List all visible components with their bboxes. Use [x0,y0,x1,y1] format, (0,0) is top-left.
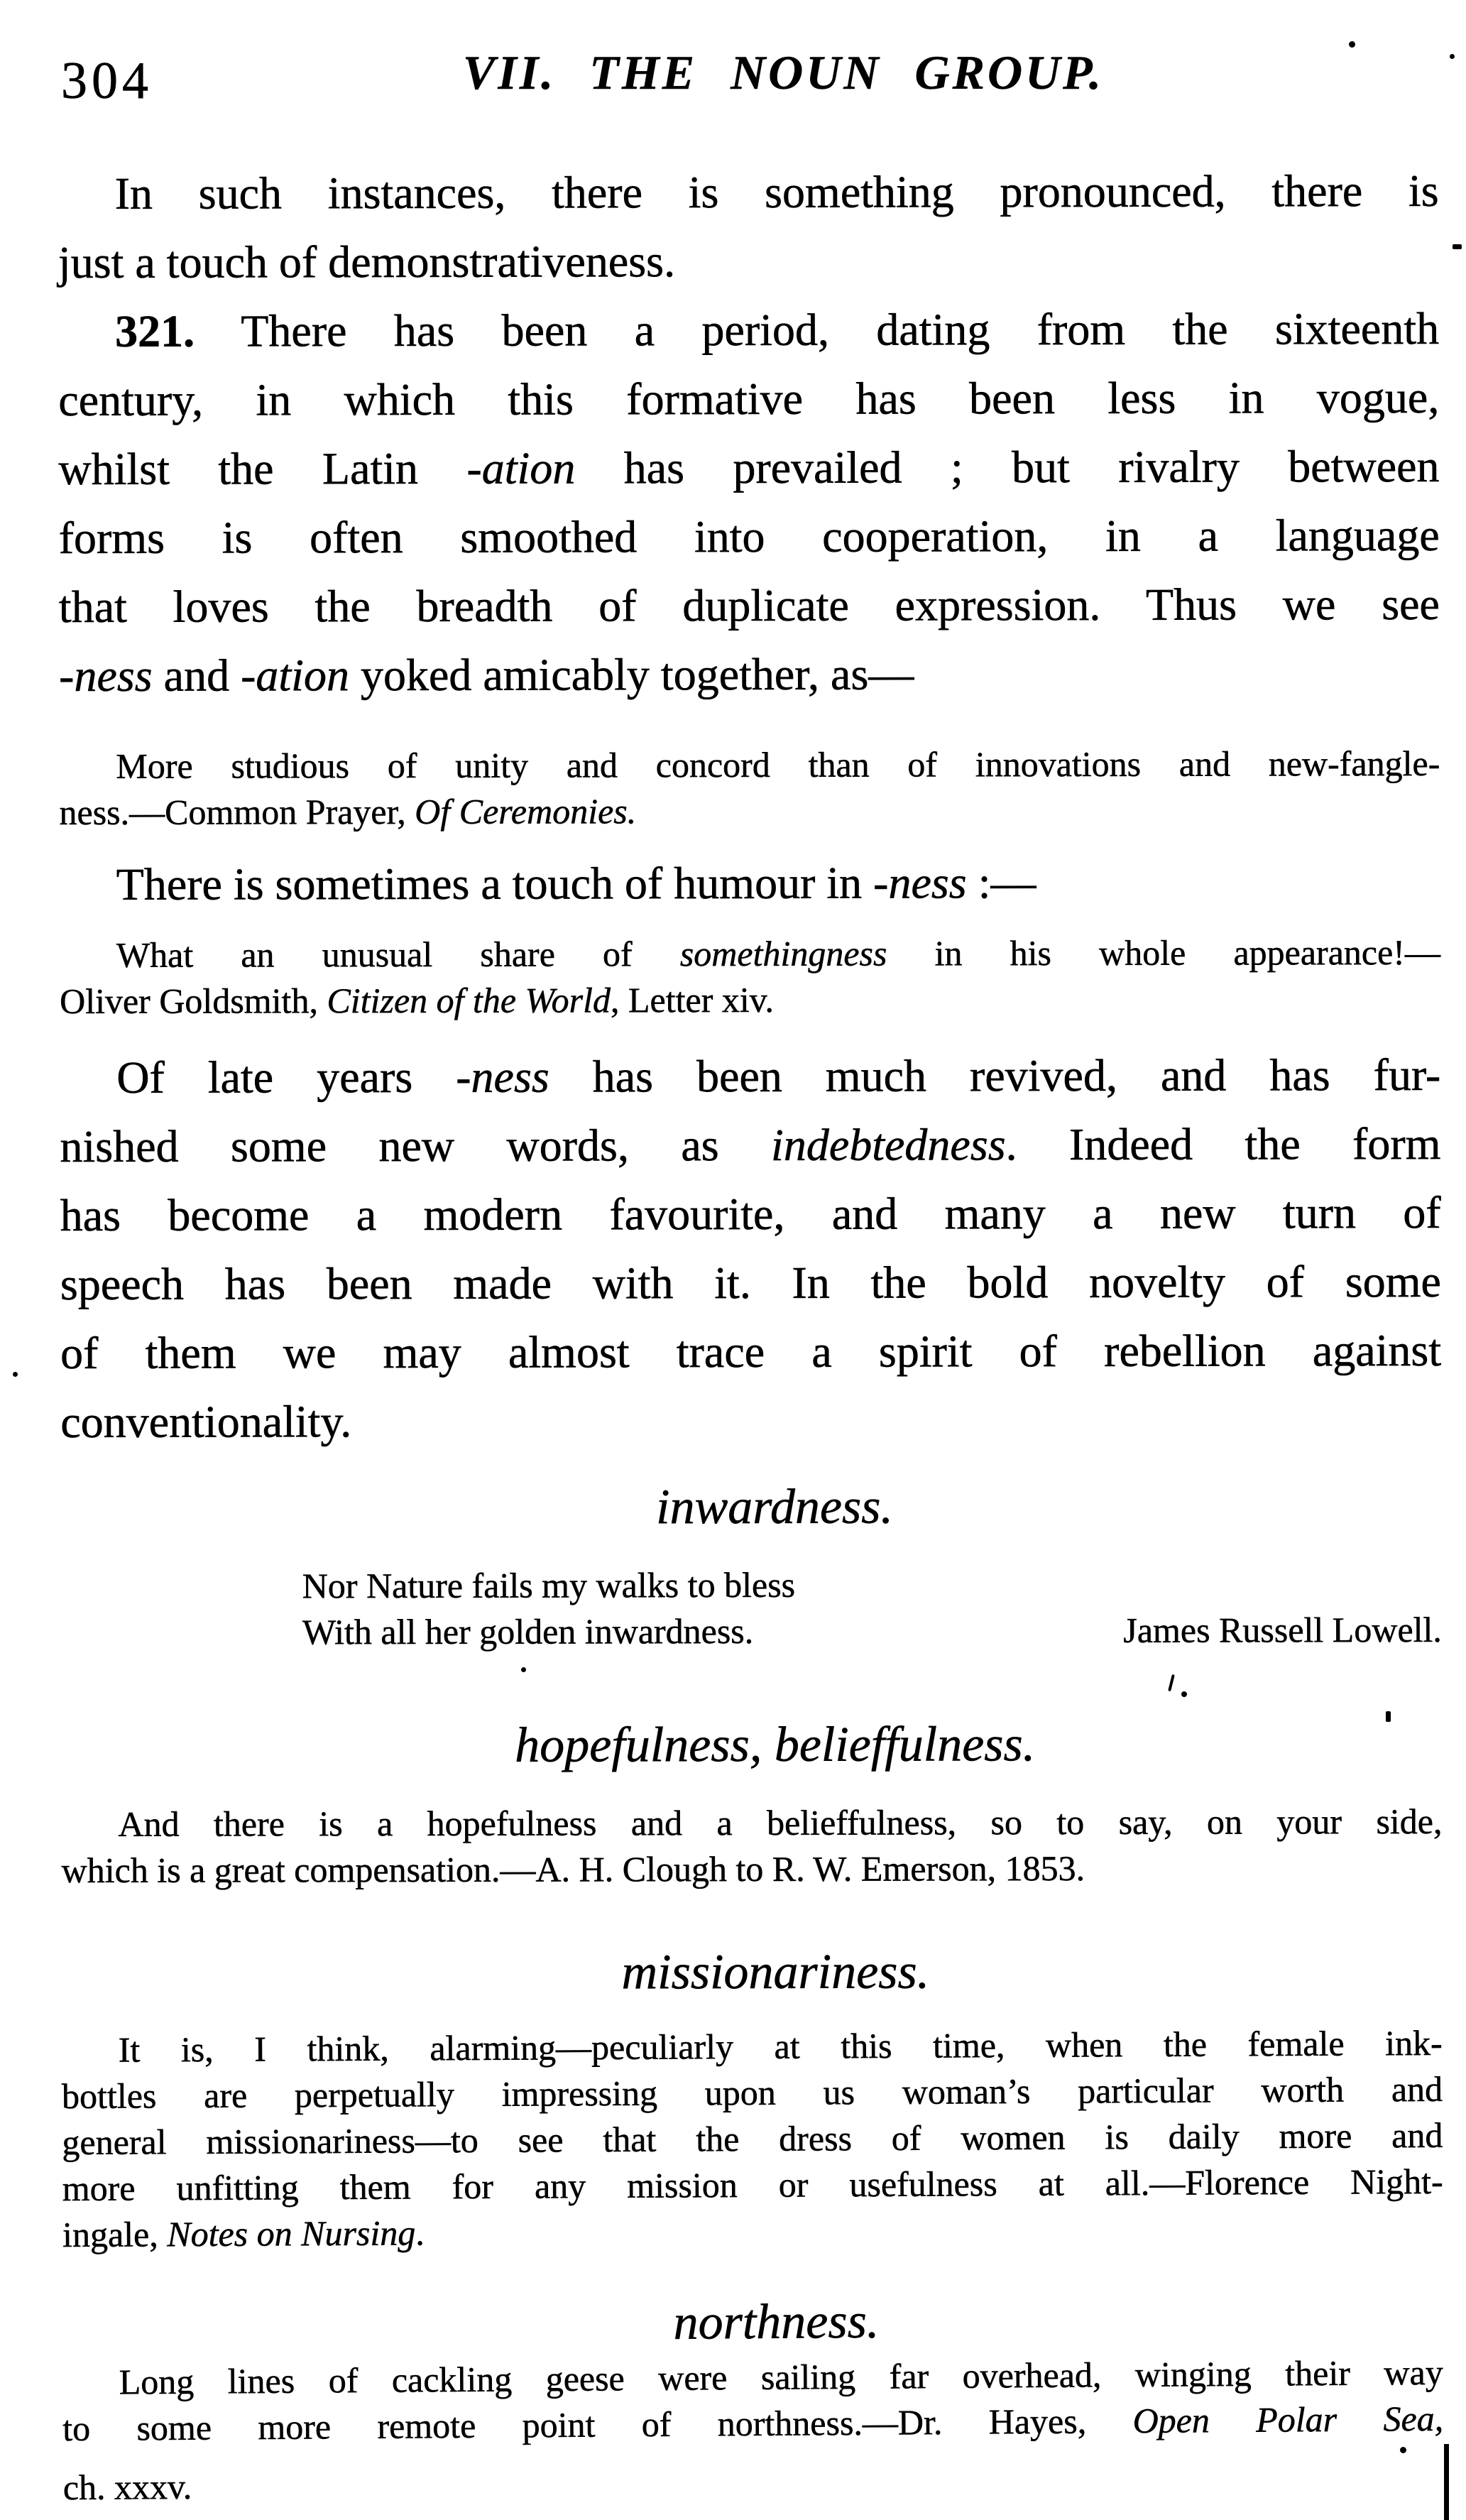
heading-missionariness [62,1939,1443,2006]
text-segment: just a touch of demonstrativeness. [58,236,676,288]
paragraph-of-late-years-line [60,1178,1441,1250]
text-segment: . [415,2213,425,2253]
paragraph-humour [60,847,1440,919]
text-segment: century, in which this formative has been less in vogue, [58,371,1440,426]
quote-nightingale-line [62,2112,1443,2166]
text-segment: What an unusual share of [116,934,680,975]
text-segment: that loves the breadth of duplicate expression. Thus we see [58,578,1440,633]
text-segment: general missionariness—to see that the dress of women is daily more and [62,2115,1443,2163]
quote-goldsmith-line [60,929,1440,978]
text-segment: :— [966,857,1036,908]
text-segment: With all her golden inwardness. [302,1610,754,1652]
text-segment: Oliver Goldsmith, [59,981,327,1022]
text-segment: Open Polar Sea, [1132,2398,1444,2441]
text-segment: in his whole appearance!— [887,932,1440,973]
text-segment: -ation [240,650,349,701]
paragraph-of-late-years-line [60,1316,1441,1387]
scan-speckle [1181,1691,1187,1697]
paragraph-321-line [58,363,1439,435]
verse-lowell-line [302,1561,1442,1609]
heading-northness [62,2286,1444,2360]
paragraph-321-line [59,501,1440,572]
text-segment: There is sometimes a touch of humour in [116,857,874,910]
text-segment: ness.—Common Prayer, [59,791,415,833]
text-segment: Nor Nature fails my walks to bless [302,1564,796,1606]
verse-attribution [1123,1607,1442,1654]
text-segment: forms is often smoothed into cooperation, in a language [58,509,1440,564]
quote-goldsmith-line [60,976,1440,1025]
quote-nightingale [62,2020,1444,2258]
text-segment: James Russell Lowell. [1123,1609,1442,1650]
text-segment: 321. [114,305,195,356]
text-segment: more unfitting them for any mission or usefulness at all.—Florence Night- [62,2161,1443,2209]
scan-speckle [13,1372,18,1377]
heading-hopefulness [61,1712,1442,1779]
text-segment: to some more remote point of northness.—Dr. Hayes, [62,2401,1133,2449]
text-segment: ingale, [62,2214,168,2255]
paragraph-intro-line [58,225,1439,297]
paragraph-of-late-years [60,1040,1441,1456]
verse-lowell-line [302,1607,1442,1655]
text-segment: More studious of unity and concord than of innovations and new-fangle- [116,743,1440,786]
text-segment: -ness [59,650,153,702]
paragraph-321-line [59,638,1440,710]
paragraph-of-late-years-line [60,1040,1440,1112]
heading-hopefulness-line [108,1712,1442,1779]
page-edge-artifact-line [1444,2444,1449,2520]
heading-missionariness-line [109,1939,1443,2006]
paragraph-of-late-years-line [60,1247,1441,1319]
text-segment: -ness [456,1051,549,1102]
quote-hayes-line [63,2455,1444,2511]
text-segment: Citizen of the World [327,980,611,1021]
text-segment: somethingness [679,933,887,974]
text-segment: ch. xxxv. [62,2466,192,2508]
heading-inwardness [60,1474,1441,1541]
text-segment: missionariness. [621,1944,930,2000]
text-segment: of them we may almost trace a spirit of rebellion against [60,1324,1442,1379]
text-segment: which is a great compensation.—A. H. Clough to R. W. Emerson, 1853. [61,1848,1085,1891]
text-segment: Notes on Nursing [167,2213,416,2254]
text-segment: indebtedness [770,1119,1006,1170]
running-title: VII. THE NOUN GROUP. [463,45,1104,99]
text-segment: Long lines of cackling geese were sailing far overhead, winging their way [119,2352,1443,2402]
paragraph-intro-line [58,156,1439,228]
paragraph-321-line [58,432,1439,503]
text-segment: , Letter xiv. [610,979,775,1020]
text-segment: speech has been made with it. In the bold novelty of some [60,1255,1441,1310]
text-segment: has been much revived, and has fur- [549,1049,1441,1102]
quote-clough [61,1799,1442,1894]
scan-speckle [1453,244,1462,249]
verse-lowell [61,1561,1442,1656]
text-segment: Of late years [116,1051,456,1103]
text-segment: -ation [466,442,576,493]
text-segment: conventionality. [60,1396,352,1448]
text-segment: -ness [873,857,967,908]
quote-nightingale-line [62,2066,1443,2120]
text-segment: yoked amicably together, as— [349,648,914,701]
paragraph-of-late-years-line [60,1385,1441,1456]
text-segment: has prevailed ; but rivalry between [575,440,1440,493]
paragraph-321-line [59,569,1440,641]
paragraph-of-late-years-line [60,1109,1440,1181]
quote-clough-line [61,1799,1442,1848]
quote-nightingale-line [62,2020,1443,2073]
text-segment: whilst the Latin [58,442,467,495]
text-segment: There has been a period, dating from the sixteenth [194,302,1440,356]
quote-common-prayer-line [59,741,1440,790]
scan-speckle [1349,41,1355,48]
page-number: 304 [61,52,153,110]
text-segment: In such instances, there is something pronounced, there is [114,165,1439,219]
text-segment: It is, I think, alarming—peculiarly at this time, when the female ink- [118,2022,1443,2070]
paragraph-321 [58,294,1440,710]
scan-speckle [1400,2447,1406,2453]
quote-hayes-line [62,2396,1443,2452]
quote-common-prayer-line [59,787,1440,836]
text-segment: inwardness. [656,1479,894,1535]
text-segment: And there is a hopefulness and a belieffulness, so to say, on your side, [118,1801,1443,1844]
quote-hayes [62,2350,1445,2511]
heading-northness-line [109,2286,1444,2360]
quote-clough-line [62,1845,1443,1894]
heading-inwardness-line [107,1474,1441,1541]
scan-speckle [521,1667,526,1672]
text-segment: nished some new words, as [60,1119,772,1172]
paragraph-intro [58,156,1439,297]
text-segment: bottles are perpetually impressing upon us woman’s particular worth and [61,2068,1443,2117]
quote-common-prayer [59,741,1440,836]
quote-nightingale-line [62,2159,1443,2212]
paragraph-humour-line [60,847,1440,919]
paragraph-321-line [58,294,1439,366]
scan-speckle [1450,54,1455,59]
quote-goldsmith [60,929,1440,1025]
text-segment: has become a modern favourite, and many a new turn of [60,1187,1441,1241]
quote-nightingale-line [62,2205,1443,2258]
text-segment: Of Ceremonies. [415,791,637,831]
scan-speckle [1386,1711,1391,1722]
text-segment: hopefulness, belieffulness. [515,1717,1036,1773]
text-segment: northness. [673,2293,880,2350]
page-text-column [58,141,1444,2507]
text-segment: and [152,650,241,701]
text-segment: . Indeed the form [1005,1118,1441,1170]
